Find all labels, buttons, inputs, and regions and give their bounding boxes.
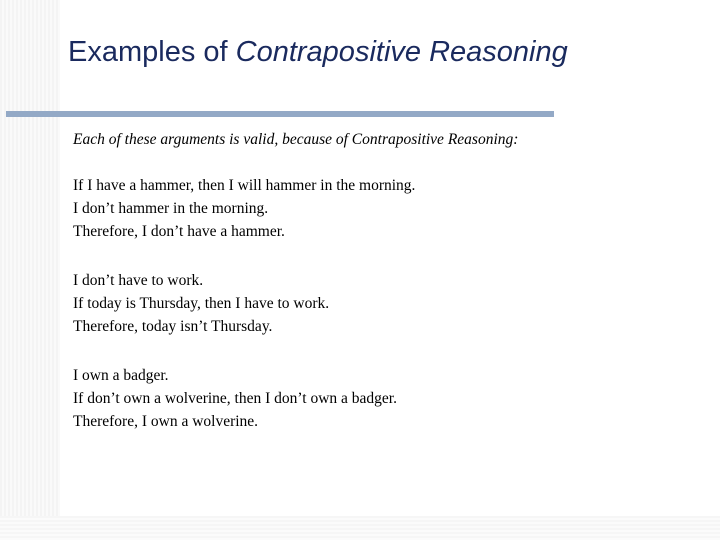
argument-3-premise-2: If don’t own a wolverine, then I don’t own a badger. — [73, 390, 397, 407]
intro-text: Each of these arguments is valid, because of Contrapositive Reasoning: — [73, 131, 519, 148]
argument-3-premise-1: I own a badger. — [73, 367, 169, 384]
background-stripes-left — [0, 0, 60, 540]
argument-1-premise-1: If I have a hammer, then I will hammer in the morning. — [73, 177, 416, 194]
argument-2-conclusion: Therefore, today isn’t Thursday. — [73, 318, 273, 335]
slide-title-emphasis: Contrapositive Reasoning — [235, 36, 568, 68]
slide-title — [68, 36, 568, 69]
slide-title-prefix: Examples of — [68, 36, 236, 68]
argument-1-conclusion: Therefore, I don’t have a hammer. — [73, 223, 285, 240]
argument-2-premise-1: I don’t have to work. — [73, 272, 204, 289]
title-divider — [6, 111, 554, 117]
slide-body — [73, 130, 693, 459]
argument-3 — [73, 364, 693, 433]
argument-1-premise-2: I don’t hammer in the morning. — [73, 200, 269, 217]
argument-2 — [73, 269, 693, 338]
argument-2-premise-2: If today is Thursday, then I have to work. — [73, 295, 330, 312]
argument-1 — [73, 174, 693, 243]
argument-3-conclusion: Therefore, I own a wolverine. — [73, 413, 259, 430]
background-stripes-bottom — [0, 516, 720, 540]
